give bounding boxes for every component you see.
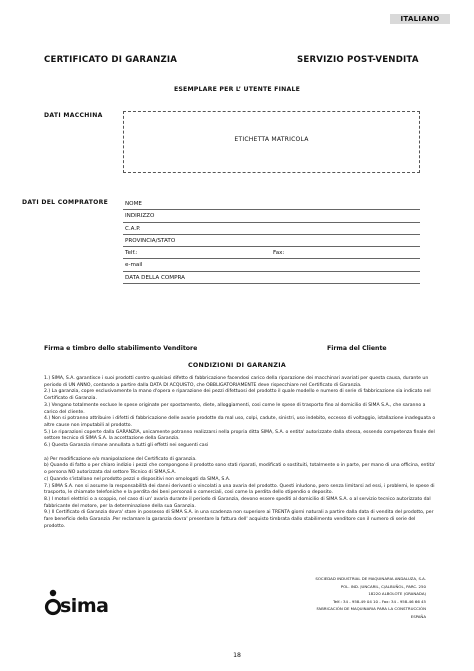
conditions-title: CONDIZIONI DI GARANZIA	[187, 362, 287, 369]
condition-paragraph: b) Quando di fatto o per chiaro indizio i pezzi che compongono il prodotto sono stati riparati, modificati o sostituiti, totalmente o in parte, per mano di una officina, entita' o persona NO autorizzata dal settore Técnico di SIMA,S.A.	[44, 463, 436, 476]
page-number: 18	[233, 652, 241, 659]
copy-subtitle: ESEMPLARE PER L’ UTENTE FINALE	[173, 86, 301, 93]
condition-paragraph: 9.) Il Certificato di Garanzia dovra' stare in possesso di SIMA S.A. in una scadenza non superiore ai TRENTA giorni naturali a partire dalla data di vendita del prodotto, per fare beneficio della Garanzia .Per reclamare la garanzia dovra' presentare la fattura dell' acquisto timbrata dallo stabilimento venditore con il numero di serie del prodotto.	[44, 510, 434, 529]
field-province[interactable]	[123, 235, 420, 247]
buyer-data-label: DATI DEL COMPRATORE	[22, 199, 109, 206]
service-title: SERVIZIO POST-VENDITA	[297, 55, 419, 65]
company-line: ESPAÑA	[410, 613, 426, 619]
company-line: FABRICACIÓN DE MAQUINARIA PARA LA CONSTRUCCIÓN	[316, 606, 426, 611]
field-label: Telf.:	[125, 250, 138, 257]
condition-paragraph: 1.) SIMA, S.A. garantisce i suoi prodotti contro qualsiasi difetto di fabbricazione facendosi carico della riparazione dei macchinari avariati per questa causa, durante un periodo di UN ANNO, contando a partire dalla DATA DI ACQUISTO, che OBBLIGATORIAMENTE deve rispecchiare nel Certificato di Garanzia.	[44, 376, 429, 388]
condition-paragraph: 4.) Non si potranno attribuire i difetti di fabbricazione delle avarie prodotte da mal uso, colpi, cadute, sinistri, uso indebito, eccesso di voltaggio, istallazione inadeguata o altre cause non imputabili al prodotto.	[44, 416, 436, 428]
condition-paragraph: 3.) Vengano totalmente escluse le spese originate per spostamento, diete, alloggiamenti, cosi come le spese di trasporto fino al domicilio di SIMA S.A., che saranno a carico del cliente.	[44, 402, 426, 415]
condition-paragraph: 7.) SIMA S.A. non si assume la responsabilità dei danni derivanti o vincolati a una avaria del prodotto. Questi inludono, pero senza limitarsi ad essi, i problemi, le spese di trasporto, le chiamate telefoniche e la perdita dei beni personali o comerciali, cosi come la perdita dello stipendio o deposito.	[44, 483, 435, 496]
field-purchase-date[interactable]	[123, 272, 420, 284]
sima-logo	[44, 586, 134, 620]
field-label: PROVINCIA/STATO	[125, 237, 176, 244]
machine-data-label: DATI MACCHINA	[44, 112, 103, 119]
serial-label-text: ETICHETTA MATRICOLA	[234, 136, 309, 143]
condition-paragraph: 5.) Le riparazioni coperte dalla GARANZIA, unicamente potranno realizzarsi nella propria ditta SIMA, S.A. o entita' autorizzate dalla stessa, essendo competenza finale del settore tecnico di SIMA S.A. la accettazione della Garanzia.	[44, 429, 435, 442]
field-email[interactable]	[123, 259, 420, 271]
company-line: 18220 ALBOLOTE (GRANADA)	[368, 591, 426, 596]
condition-paragraph: 6.) Questa Garanzia rimane annullata a tutti gli effetti nei seguenti casi	[44, 443, 209, 449]
company-address	[240, 575, 426, 620]
dealer-signature-label: Firma e timbro dello stabilimento Venditore	[44, 345, 198, 352]
condition-paragraph: 8.) I motori elettrici o a scoppio, nel caso di un' avaria durante il periodo di Garanzia, devono essere spediti al domicilio di SIMA S.A. o al servizio tecnico autorizzato dal fabbricante del motore, per la determinazione della sua Garanzia.	[44, 496, 431, 509]
field-fax-label: Fax:	[273, 250, 285, 257]
buyer-fields	[123, 198, 420, 284]
company-line: POL. IND. JUNCARIL, C/ALBUÑOL, PARC. 250	[340, 583, 426, 589]
spacer	[44, 450, 436, 457]
field-label: C.A.P.	[125, 225, 141, 232]
serial-label-box	[123, 111, 420, 173]
condition-paragraph: c) Quando s'istallano nel prodotto pezzi o dispositivi non omologati da SIMA, S.A.	[44, 476, 231, 482]
field-label: INDIRIZZO	[125, 213, 155, 220]
condition-paragraph: a) Per modificazione e/o manipolazione del Certificato di garanzia.	[44, 456, 197, 462]
customer-signature-label: Firma del Cliente	[327, 345, 387, 352]
field-label: e-mail	[125, 262, 143, 269]
certificate-title: CERTIFICATO DI GARANZIA	[44, 55, 178, 65]
field-label: DATA DELLA COMPRA	[125, 274, 185, 281]
field-label: NOME	[125, 201, 142, 207]
conditions-body	[44, 376, 436, 530]
field-postcode[interactable]	[123, 223, 420, 235]
field-address[interactable]	[123, 210, 420, 222]
company-line: SOCIEDAD INDUSTRIAL DE MAQUINARIA ANDALUZA, S.A.	[315, 576, 426, 581]
condition-paragraph: 2.) La garanzia, copre esclusivamente la mano d'opera e riparazione dei pezzi difettuosi del prodotto il quale modello e numero di serie di fabbricazione sia indicato nel Certificato di Garanzia.	[44, 389, 431, 402]
field-name[interactable]	[123, 198, 420, 210]
company-line: Telf.: 34 - 958-49 04 10 - Fax: 34 - 958-46 66 45	[332, 598, 426, 604]
language-badge: ITALIANO	[390, 14, 450, 24]
logo-wordmark: sima	[60, 595, 109, 617]
field-phone-fax[interactable]	[123, 247, 420, 259]
